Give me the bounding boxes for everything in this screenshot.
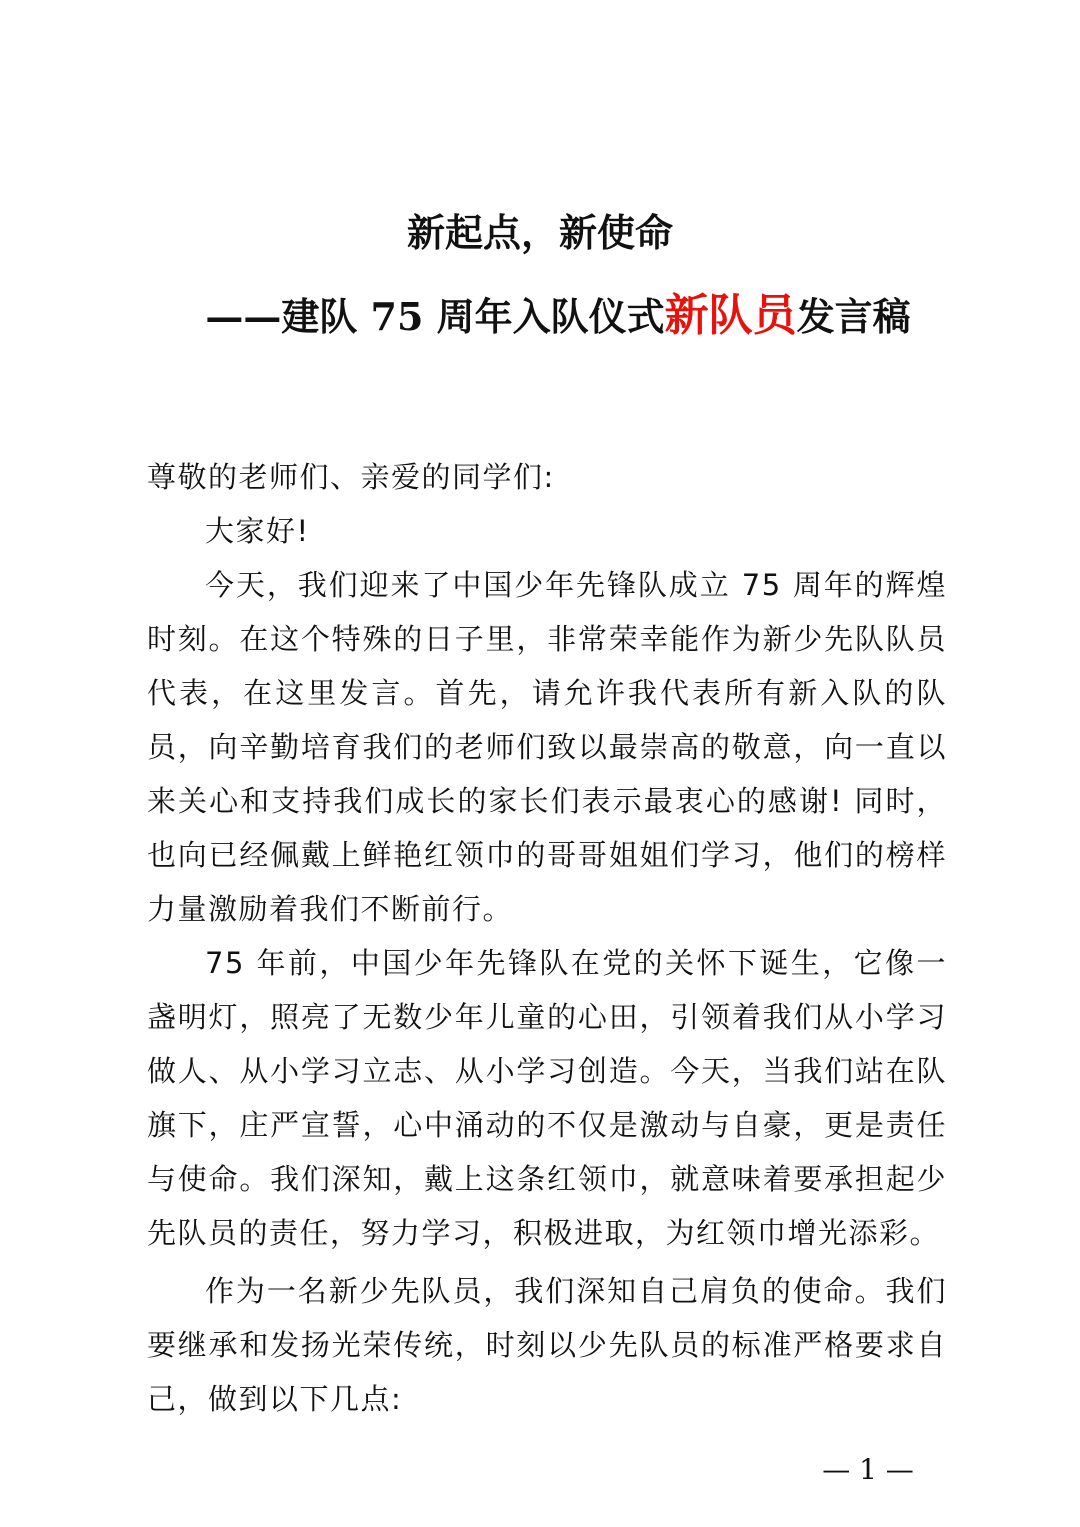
paragraph-1: 今天，我们迎来了中国少年先锋队成立 75 周年的辉煌时刻。在这个特殊的日子里，非常荣幸能作为新少先队队员代表，在这里发言。首先，请允许我代表所有新入队的队员，向辛勤培育我们的老师们致以最崇高的敬意，向一直以来关心和支持我们成长的家长们表示最衷心的感谢! 同时，也向已经佩戴上鲜艳红领巾的哥哥姐姐们学习，他们的榜样力量激励着我们不断前行。 bbox=[147, 568, 947, 926]
paragraph-2: 75 年前，中国少年先锋队在党的关怀下诞生，它像一盏明灯，照亮了无数少年儿童的心田，引领着我们从小学习做人、从小学习立志、从小学习创造。今天，当我们站在队旗下，庄严宣誓，心中涌动的不仅是激动与自豪，更是责任与使命。我们深知，戴上这条红领巾，就意味着要承担起少先队员的责任，努力学习，积极进取，为红领巾增光添彩。 bbox=[147, 946, 947, 1250]
document-subtitle bbox=[18, 288, 1080, 345]
paragraph-3: 作为一名新少先队员，我们深知自己肩负的使命。我们要继承和发扬光荣传统，时刻以少先队员的标准严格要求自己，做到以下几点: bbox=[147, 1274, 947, 1416]
speech-body bbox=[147, 450, 947, 1426]
document-title: 新起点，新使命 bbox=[406, 210, 673, 255]
subtitle-suffix: 发言稿 bbox=[796, 294, 911, 339]
subtitle-prefix: ——建队 75 周年入队仪式 bbox=[205, 294, 665, 339]
salutation: 尊敬的老师们、亲爱的同学们: bbox=[147, 460, 555, 494]
page-number: — 1 — bbox=[822, 1453, 914, 1486]
greeting: 大家好! bbox=[205, 514, 310, 548]
subtitle-highlight: 新队员 bbox=[664, 290, 797, 341]
